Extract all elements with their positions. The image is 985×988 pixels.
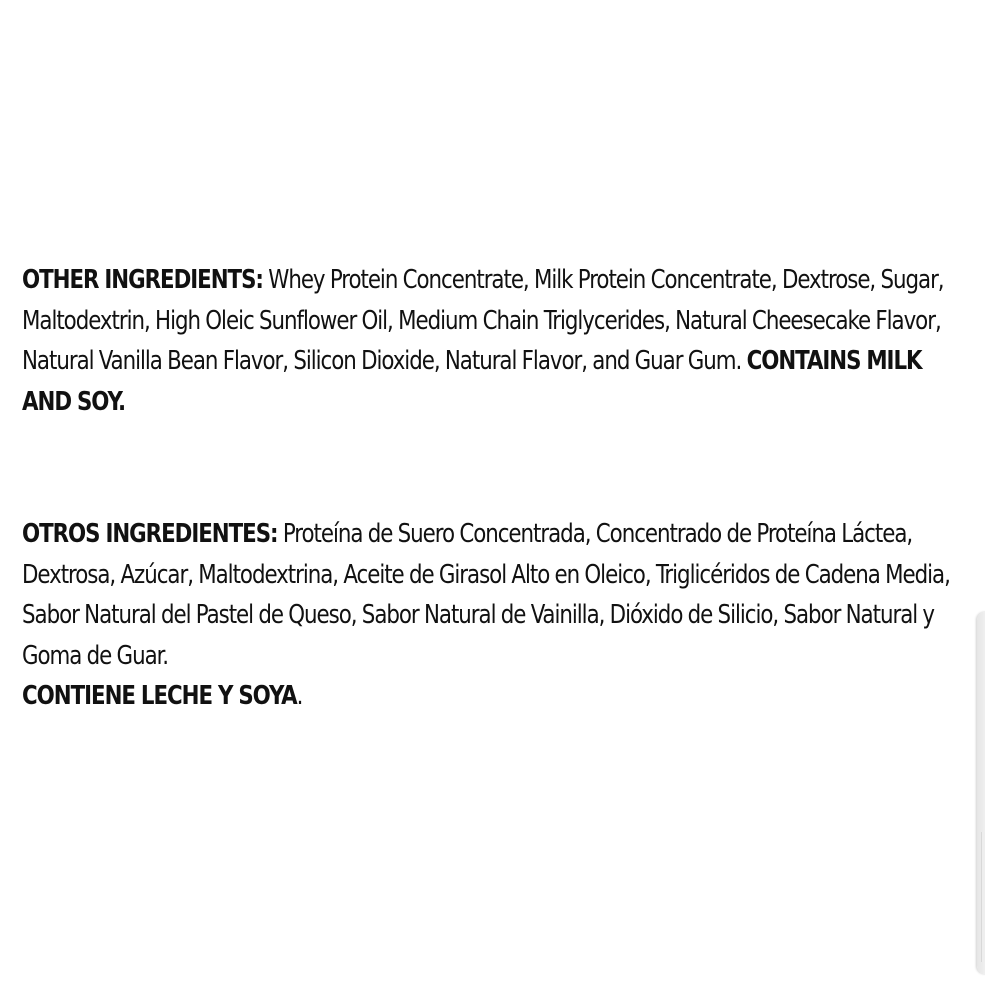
spanish-allergen-period: .: [296, 681, 303, 711]
spanish-ingredients-list: Proteína de Suero Concentrada, Concentrado de Proteína Láctea, Dextrosa, Azúcar, Maltodextrina, Aceite de Girasol Alto en Oleico, Triglicéridos de Cadena Media, Sabor Natural del Pastel de Queso, Sabor Natural de Vainilla, Dióxido de Silicio, Sabor Natural y Goma de Guar.: [22, 519, 950, 671]
spanish-ingredients-paragraph: [22, 514, 971, 717]
english-allergen-statement: CONTAINS MILK AND SOY.: [22, 346, 922, 417]
spanish-allergen-statement: CONTIENE LECHE Y SOYA: [22, 681, 297, 711]
edge-scroll-handle[interactable]: [977, 612, 985, 974]
english-ingredients-list: Whey Protein Concentrate, Milk Protein Concentrate, Dextrose, Sugar, Maltodextrin, High Oleic Sunflower Oil, Medium Chain Triglycerides, Natural Cheesecake Flavor, Natural Vanilla Bean Flavor, Silicon Dioxide, Natural Flavor, and Guar Gum.: [22, 265, 944, 376]
english-ingredients-heading: OTHER INGREDIENTS:: [22, 265, 263, 295]
english-ingredients-paragraph: [22, 260, 971, 422]
spanish-ingredients-heading: OTROS INGREDIENTES:: [22, 519, 278, 549]
edge-scroll-thumb[interactable]: [981, 832, 985, 962]
